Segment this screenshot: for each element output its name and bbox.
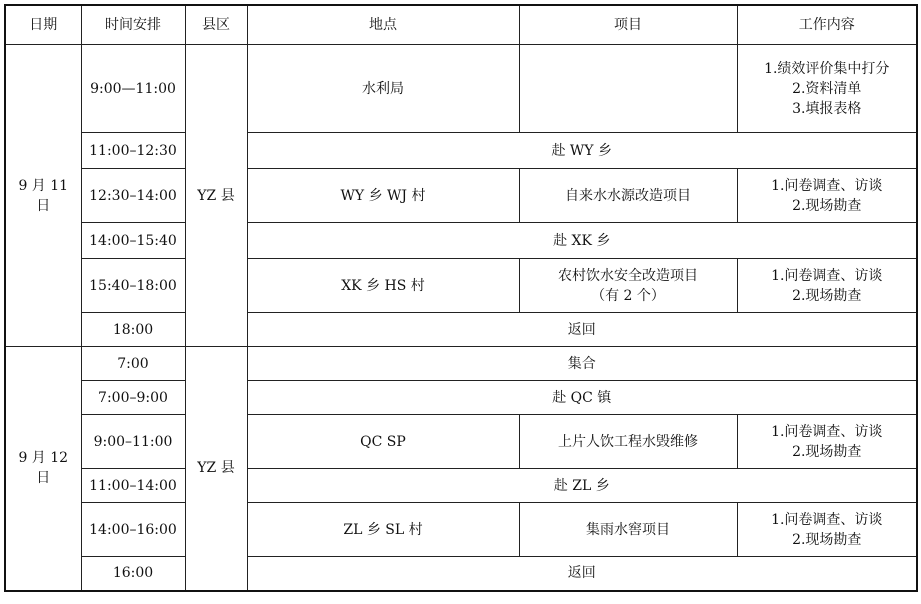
work-content-item: 2.现场勘查 [792,443,862,460]
project-cell [519,169,737,223]
header-project: 项目 [519,5,737,45]
activity-cell: 赴 XK 乡 [247,223,917,259]
location-cell: QC SP [247,415,519,469]
work-content-item: 2.现场勘查 [792,287,862,304]
time-cell: 11:00–12:30 [81,133,185,169]
table-row [5,381,917,415]
project-cell [519,503,737,557]
activity-cell: 返回 [247,557,917,591]
work-content-item: 1.问卷调查、访谈 [771,177,883,194]
schedule-body [5,45,917,591]
project-line: 农村饮水安全改造项目 [558,267,698,284]
table-row [5,469,917,503]
project-line: 自来水水源改造项目 [565,187,691,204]
table-row [5,223,917,259]
table-row [5,45,917,133]
activity-cell: 集合 [247,347,917,381]
work-content-item: 2.现场勘查 [792,197,862,214]
activity-cell: 返回 [247,313,917,347]
time-cell: 15:40–18:00 [81,259,185,313]
project-cell [519,259,737,313]
table-row [5,133,917,169]
table-row [5,313,917,347]
activity-cell: 赴 WY 乡 [247,133,917,169]
work-content-item: 2.资料清单 [792,80,862,97]
work-content-item: 1.绩效评价集中打分 [764,60,890,77]
header-time: 时间安排 [81,5,185,45]
county-cell: YZ 县 [185,45,247,347]
location-cell: ZL 乡 SL 村 [247,503,519,557]
time-cell: 12:30–14:00 [81,169,185,223]
table-row [5,557,917,591]
schedule-table [4,4,918,592]
table-row [5,415,917,469]
project-line: （有 2 个） [591,287,665,304]
project-line: 上片人饮工程水毁维修 [558,433,698,450]
work-content-cell [737,259,917,313]
project-cell [519,45,737,133]
header-date: 日期 [5,5,81,45]
time-cell: 14:00–16:00 [81,503,185,557]
location-cell: 水利局 [247,45,519,133]
time-cell: 9:00—11:00 [81,45,185,133]
work-content-item: 2.现场勘查 [792,531,862,548]
work-content-item: 1.问卷调查、访谈 [771,267,883,284]
work-content-item: 1.问卷调查、访谈 [771,423,883,440]
time-cell: 9:00–11:00 [81,415,185,469]
work-content-cell [737,169,917,223]
work-content-item: 1.问卷调查、访谈 [771,511,883,528]
location-cell: XK 乡 HS 村 [247,259,519,313]
time-cell: 7:00 [81,347,185,381]
header-county: 县区 [185,5,247,45]
header-work-content: 工作内容 [737,5,917,45]
table-row [5,347,917,381]
location-cell: WY 乡 WJ 村 [247,169,519,223]
date-cell: 9 月 11 日 [5,45,81,347]
time-cell: 7:00–9:00 [81,381,185,415]
work-content-item: 3.填报表格 [792,100,862,117]
time-cell: 11:00–14:00 [81,469,185,503]
work-content-cell [737,503,917,557]
header-row [5,5,917,45]
table-row [5,259,917,313]
project-cell [519,415,737,469]
time-cell: 14:00–15:40 [81,223,185,259]
header-location: 地点 [247,5,519,45]
county-cell: YZ 县 [185,347,247,591]
activity-cell: 赴 ZL 乡 [247,469,917,503]
activity-cell: 赴 QC 镇 [247,381,917,415]
work-content-cell [737,45,917,133]
time-cell: 16:00 [81,557,185,591]
project-line: 集雨水窖项目 [586,521,670,538]
work-content-cell [737,415,917,469]
table-row [5,503,917,557]
table-row [5,169,917,223]
date-cell: 9 月 12 日 [5,347,81,591]
time-cell: 18:00 [81,313,185,347]
